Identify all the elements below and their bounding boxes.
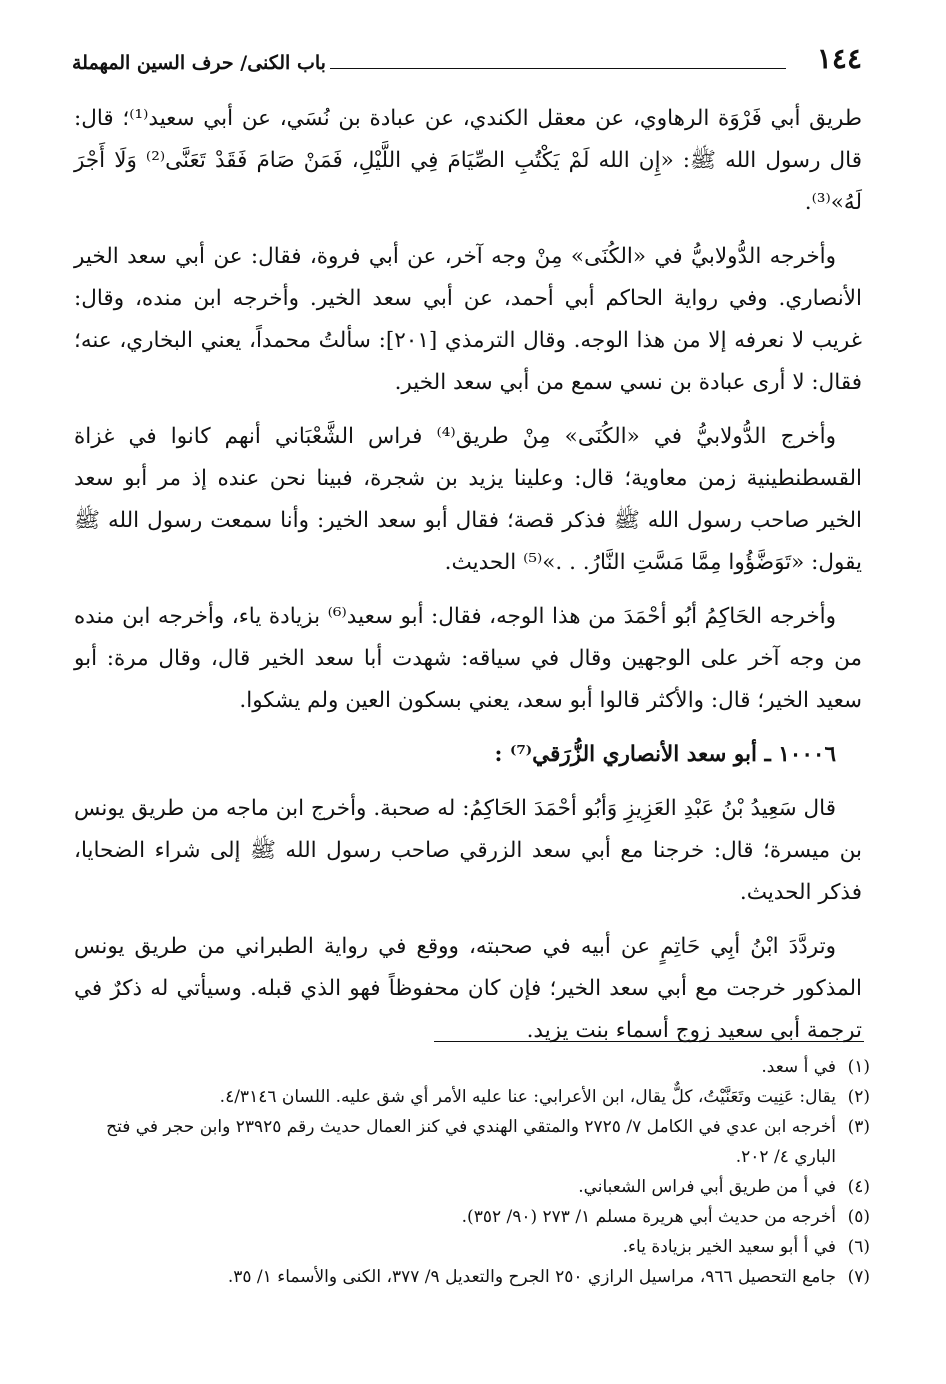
footnote xyxy=(74,1082,870,1112)
paragraph: قال سَعِيدُ بْنُ عَبْدِ العَزِيزِ وَأبُو أحْمَدَ الحَاكِمُ: له صحبة. وأخرج ابن ماجه من طريق يونس بن ميسرة؛ قال: خرجنا مع أبي سعد الزرقي صاحب رسول الله ﷺ إلى شراء الضحايا، فذكر الحديث. xyxy=(74,796,862,905)
running-title: باب الكنى/ حرف السين المهملة xyxy=(72,52,326,74)
footnote-number: (٣) xyxy=(847,1117,870,1137)
paragraph: وتردَّدَ ابْنُ أبِي حَاتِمٍ عن أبيه في صحبته، ووقع في رواية الطبراني من طريق يونس المذكور خرجت مع أبي سعد الخير؛ فإن كان محفوظاً فهو الذي قبله. وسيأتي له ذكرٌ في ترجمة أبي سعيد زوج أسماء بنت يزيد. xyxy=(74,934,862,1043)
footnote-number: (٦) xyxy=(847,1237,870,1257)
main-text xyxy=(74,98,862,1064)
footnote xyxy=(74,1052,870,1082)
footnote-text: جامع التحصيل ٩٦٦، مراسيل الرازي ٢٥٠ الجرح والتعديل ٩/ ٣٧٧، الكنى والأسماء ١/ ٣٥. xyxy=(227,1267,836,1287)
header-rule xyxy=(330,68,786,69)
paragraph: وأخرجه الدُّولابيُّ في «الكُنَى» مِنْ وجه آخر، عن أبي فروة، فقال: عن أبي سعد الخير الأنصاري. وفي رواية الحاكم أبي أحمد، عن أبي سعد الخير. وأخرجه ابن منده، وقال: غريب لا نعرفه إلا من هذا الوجه. وقال الترمذي [٢٠١]: سألتُ محمداً، يعني البخاري، عنه؛ فقال: لا أرى عبادة بن نسي سمع من أبي سعد الخير. xyxy=(74,244,863,395)
footnotes xyxy=(74,1052,870,1292)
paragraph: طريق أبي فَرْوَة الرهاوي، عن معقل الكندي، عن عبادة بن نُسَي، عن أبي سعيد⁽¹⁾؛ قال: قال رسول الله ﷺ: «إِن الله لَمْ يَكْتُبِ الصِّيَامَ فِي اللَّيْلِ، فَمَنْ صَامَ فَقَدْ تَعَنَّى⁽²⁾ وَلَا أَجْرَ لَهُ»⁽³⁾. xyxy=(74,106,862,215)
footnote xyxy=(74,1202,870,1232)
footnote-number: (٧) xyxy=(847,1267,870,1287)
footnote-text: أخرجه من حديث أبي هريرة مسلم ١/ ٢٧٣ (٩٠/ ٣٥٢). xyxy=(461,1207,836,1227)
footnote-text: في أ سعد. xyxy=(761,1057,836,1077)
footnote xyxy=(74,1112,870,1172)
footnote-text: يقال: عَنِيت وتَعَنَّيْتُ، كلٌّ يقال، ابن الأعرابي: عنا عليه الأمر أي شق عليه. اللسان ٤/٣١٤٦. xyxy=(219,1087,836,1107)
footnote xyxy=(74,1172,870,1202)
footnote-text: في أ من طريق أبي فراس الشعباني. xyxy=(578,1177,836,1197)
footnote-text: في أ أبو سعيد الخير بزيادة ياء. xyxy=(622,1237,836,1257)
footnote-number: (١) xyxy=(847,1057,870,1077)
entry-heading: ١٠٠٠٦ ـ أبو سعد الأنصاري الزُّرَقي⁽⁷⁾ : xyxy=(494,742,836,767)
footnote-number: (٥) xyxy=(847,1207,870,1227)
page-header xyxy=(72,40,862,88)
footnote xyxy=(74,1262,870,1292)
page-number: ١٤٤ xyxy=(816,42,862,75)
footnote-number: (٢) xyxy=(847,1087,870,1107)
footnote xyxy=(74,1232,870,1262)
footnote-divider xyxy=(434,1041,864,1042)
footnote-text: أخرجه ابن عدي في الكامل ٧/ ٢٧٢٥ والمتقي الهندي في كنز العمال حديث رقم ٢٣٩٢٥ وابن حجر في فتح الباري ٤/ ٢٠٢. xyxy=(106,1117,836,1167)
footnote-number: (٤) xyxy=(847,1177,870,1197)
paragraph: وأخرج الدُّولابيُّ في «الكُنَى» مِنْ طريق⁽⁴⁾ فراس الشَّعْبَاني أنهم كانوا في غزاة القسطنطينية زمن معاوية؛ قال: وعلينا يزيد بن شجرة، فبينا نحن عنده إذ مر أبو سعد الخير صاحب رسول الله ﷺ فذكر قصة؛ فقال أبو سعد الخير: وأنا سمعت رسول الله ﷺ يقول: «تَوَضَّؤُوا مِمَّا مَسَّتِ النَّارُ. . .»⁽⁵⁾ الحديث. xyxy=(74,424,862,575)
paragraph: وأخرجه الحَاكِمُ أبُو أحْمَدَ من هذا الوجه، فقال: أبو سعيد⁽⁶⁾ بزيادة ياء، وأخرجه ابن منده من وجه آخر على الوجهين وقال في سياقه: شهدت أبا سعد الخير قال، وقال مرة: أبو سعيد الخير؛ قال: والأكثر قالوا أبو سعد، يعني بسكون العين ولم يشكوا. xyxy=(74,604,862,713)
